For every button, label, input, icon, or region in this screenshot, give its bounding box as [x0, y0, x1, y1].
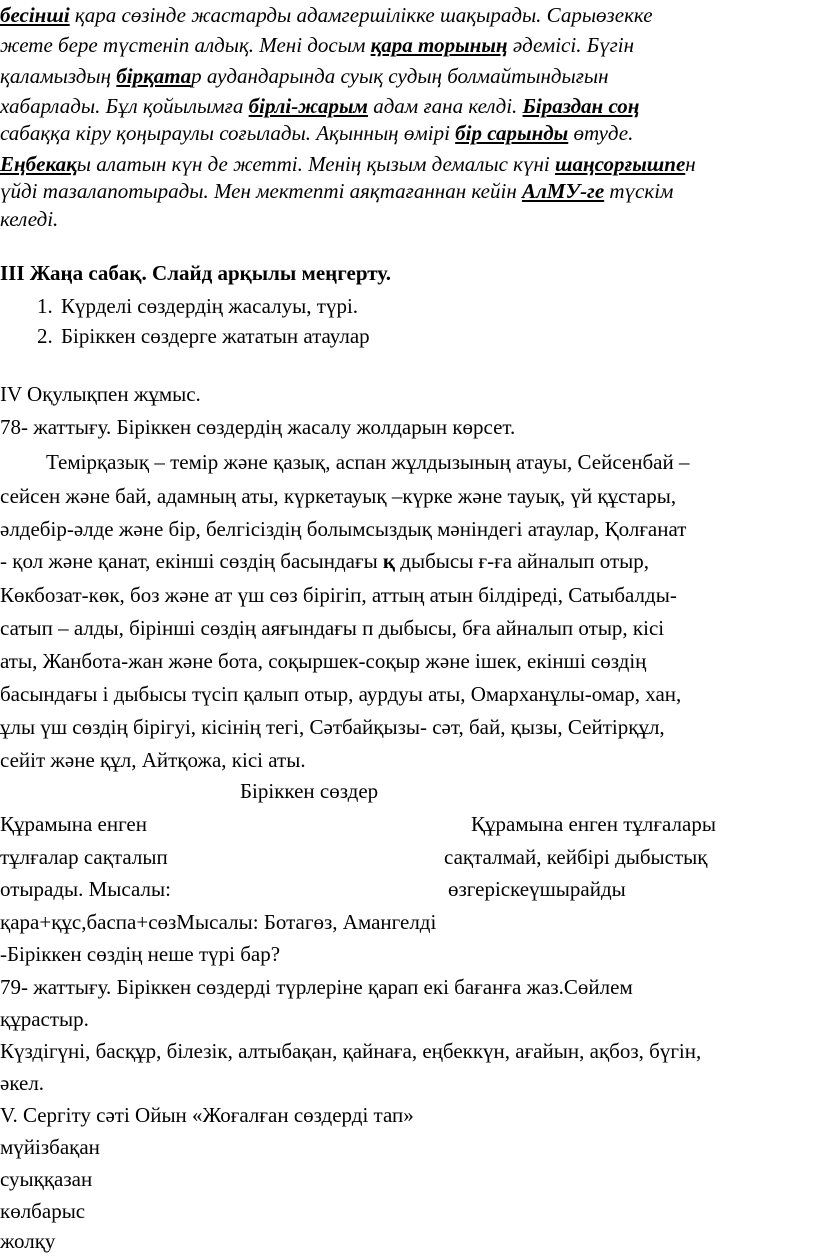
section-4-heading: ІV Оқулықпен жұмыс. — [0, 382, 201, 406]
sentence-text: қаламыздың — [0, 64, 117, 88]
game-word: мүйізбақан — [0, 1135, 100, 1159]
bold-letter: қ — [382, 549, 396, 573]
sentence-text: келеді. — [0, 207, 59, 231]
left-column-line: тұлғалар сақталып — [0, 845, 168, 869]
paragraph-line: Көкбозат-көк, боз және ат үш сөз бірігіп, аттың атын білдіреді, Сатыбалды- — [0, 583, 677, 607]
sentence-text: сабаққа кіру қоңыраулы соғылады. Ақынның өмірі — [0, 121, 456, 145]
paragraph-line — [0, 546, 649, 576]
sentence-text: әдемісі. Бүгін — [507, 33, 635, 57]
paragraph-line: әлдебір-әлде және бір, белгісіздің болымсыздық мәніндегі атаулар, Қолғанат — [0, 517, 687, 541]
sentence-line — [0, 176, 673, 206]
left-column-line: Құрамына енген — [0, 812, 147, 836]
paragraph-line: басындағы і дыбысы түсіп қалып отыр, аурдуы аты, Омарханұлы-омар, хан, — [0, 682, 682, 706]
sentence-text: түскім — [604, 179, 674, 203]
exercise-78-title: 78- жаттығу. Біріккен сөздердің жасалу жолдарын көрсет. — [0, 415, 516, 439]
paragraph-text: - қол және қанат, екінші сөздің басындағы — [0, 549, 378, 573]
sentence-text: үйді тазалапотырады. Мен мектепті аяқтағаннан кейін — [0, 179, 522, 203]
paragraph-line: ұлы үш сөздің бірігуі, кісінің тегі, Сәтбайқызы- сәт, бай, қызы, Сейтірқұл, — [0, 715, 665, 739]
underlined-word: шаңсорғышпе — [555, 152, 686, 176]
right-column-line: Құрамына енген тұлғалары — [471, 812, 716, 836]
left-column-line: отырады. Мысалы: — [0, 877, 171, 901]
list-item — [37, 321, 370, 351]
game-word: көлбарыс — [0, 1199, 86, 1223]
section-3-heading: ІІІ Жаңа сабақ. Слайд арқылы меңгерту. — [0, 261, 391, 285]
sentence-line — [0, 118, 633, 148]
paragraph-line: сейіт және құл, Айтқожа, кісі аты. — [0, 748, 306, 772]
paragraph-line: сатып – алды, бірінші сөздің аяғындағы п дыбысы, бға айналып отыр, кісі — [0, 616, 665, 640]
underlined-word: бесінші — [0, 3, 70, 27]
sentence-text: қара сөзінде жастарды адамгершілікке шақырады. Сарыөзекке — [69, 3, 653, 27]
list-item-text: Біріккен сөздерге жататын атаулар — [61, 324, 370, 348]
game-word: жолқу — [0, 1229, 56, 1253]
question-line: -Біріккен сөздің неше түрі бар? — [0, 942, 281, 966]
sentence-text: жете бере түстеніп алдық. Мені досым — [0, 33, 371, 57]
paragraph-line: сейсен және бай, адамның аты, күркетауық –күрке және тауық, үй құстары, — [0, 484, 677, 508]
section-5-heading: V. Сергіту сәті Ойын «Жоғалған сөздерді тап» — [0, 1103, 414, 1127]
sentence-line — [0, 149, 696, 179]
sentence-text: өтуде. — [568, 121, 634, 145]
sentence-line — [0, 91, 639, 121]
sentence-line — [0, 61, 609, 91]
exercise-79-line: құрастыр. — [0, 1007, 89, 1031]
paragraph-text: дыбысы ғ-ға айналып отыр, — [395, 549, 649, 573]
sentence-line — [0, 30, 634, 60]
right-column-line: сақталмай, кейбірі дыбыстық — [444, 845, 708, 869]
underlined-word: Біраздан соң — [522, 94, 640, 118]
underlined-word: бір сарынды — [455, 121, 569, 145]
sentence-line — [0, 204, 58, 234]
examples-line: қара+құс,баспа+сөзМысалы: Ботагөз, Амангелді — [0, 910, 437, 934]
paragraph-line: аты, Жанбота-жан және бота, соқыршек-соқыр және ішек, екінші сөздің — [0, 649, 647, 673]
underlined-word: бірқата — [116, 64, 192, 88]
sentence-text: ы алатын күн де жетті. Менің қызым демалыс күні — [76, 152, 555, 176]
sentence-text: хабарлады. Бұл қойылымға — [0, 94, 249, 118]
list-item — [37, 291, 358, 321]
sentence-text: р аудандарында суық судың болмайтындығын — [191, 64, 609, 88]
list-number: 1. — [37, 294, 53, 318]
game-word: суыққазан — [0, 1167, 93, 1191]
exercise-79-line: 79- жаттығу. Біріккен сөздерді түрлеріне қарап екі бағанға жаз.Сөйлем — [0, 975, 633, 999]
underlined-word: АлМУ-ге — [522, 179, 605, 203]
sentence-text: н — [685, 152, 696, 176]
sentence-text: адам ғана келді. — [367, 94, 523, 118]
words-line: әкел. — [0, 1071, 45, 1095]
list-item-text: Күрделі сөздердің жасалуы, түрі. — [61, 294, 359, 318]
paragraph-line: Темірқазық – темір және қазық, аспан жұлдызының атауы, Сейсенбай – — [46, 450, 690, 474]
underlined-word: бірлі-жарым — [248, 94, 368, 118]
list-number: 2. — [37, 324, 53, 348]
table-title: Біріккен сөздер — [240, 779, 379, 803]
right-column-line: өзгерiскеүшырайды — [448, 877, 626, 901]
underlined-word: Еңбекақ — [0, 152, 77, 176]
words-line: Күздігүні, басқұр, білезік, алтыбақан, қайнаға, еңбеккүн, ағайын, ақбоз, бүгін, — [0, 1039, 702, 1063]
sentence-line — [0, 0, 653, 30]
underlined-word: қара торының — [370, 33, 508, 57]
